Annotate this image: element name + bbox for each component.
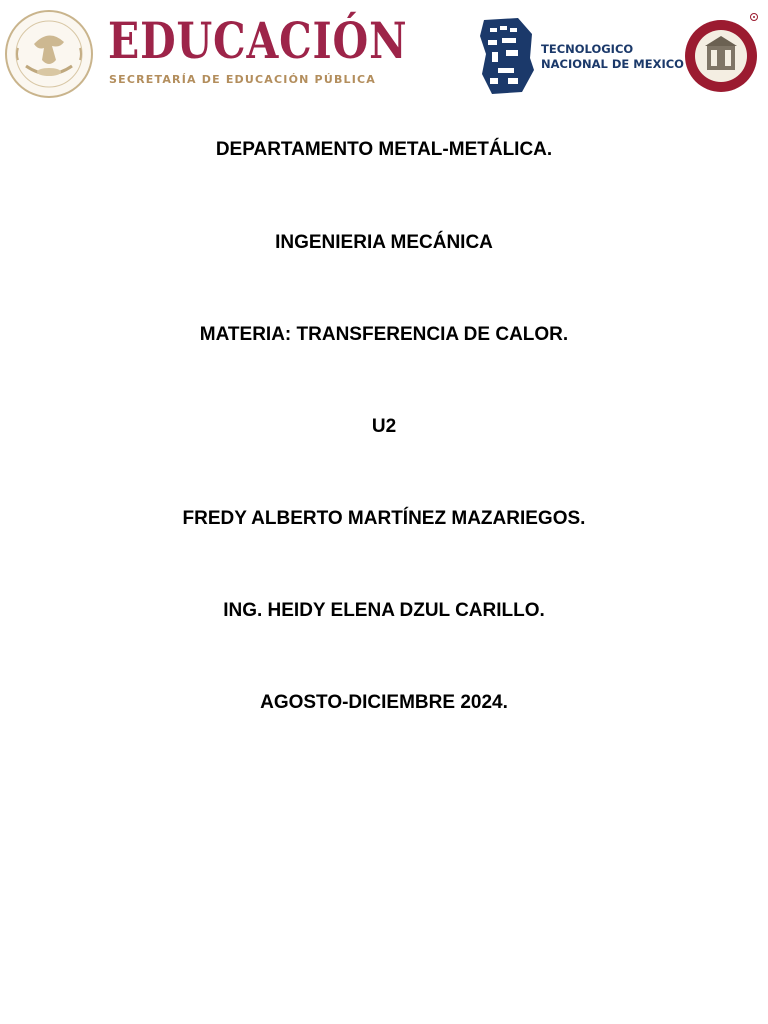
tecnm-wordmark <box>541 42 684 72</box>
logo-header <box>0 0 768 110</box>
subject-line: MATERIA: TRANSFERENCIA DE CALOR. <box>199 324 569 345</box>
student-name: FREDY ALBERTO MARTÍNEZ MAZARIEGOS. <box>182 508 586 529</box>
tecnm-gear-logo-icon <box>478 14 536 98</box>
mexican-coat-of-arms-icon <box>4 8 94 100</box>
instituto-tecnologico-merida-emblem-icon <box>683 12 759 98</box>
tecnm-line-1: TECNOLOGICO <box>541 42 634 56</box>
tecnm-line-2: NACIONAL DE MEXICO <box>541 57 684 71</box>
period-line: AGOSTO-DICIEMBRE 2024. <box>260 692 508 713</box>
teacher-name: ING. HEIDY ELENA DZUL CARILLO. <box>223 600 545 621</box>
unit-line: U2 <box>371 416 397 437</box>
career-line: INGENIERIA MECÁNICA <box>275 232 493 253</box>
department-line: DEPARTAMENTO METAL-METÁLICA. <box>215 139 553 160</box>
sep-title: EDUCACIÓN <box>108 11 408 70</box>
sep-subtitle: SECRETARÍA DE EDUCACIÓN PÚBLICA <box>109 73 377 86</box>
